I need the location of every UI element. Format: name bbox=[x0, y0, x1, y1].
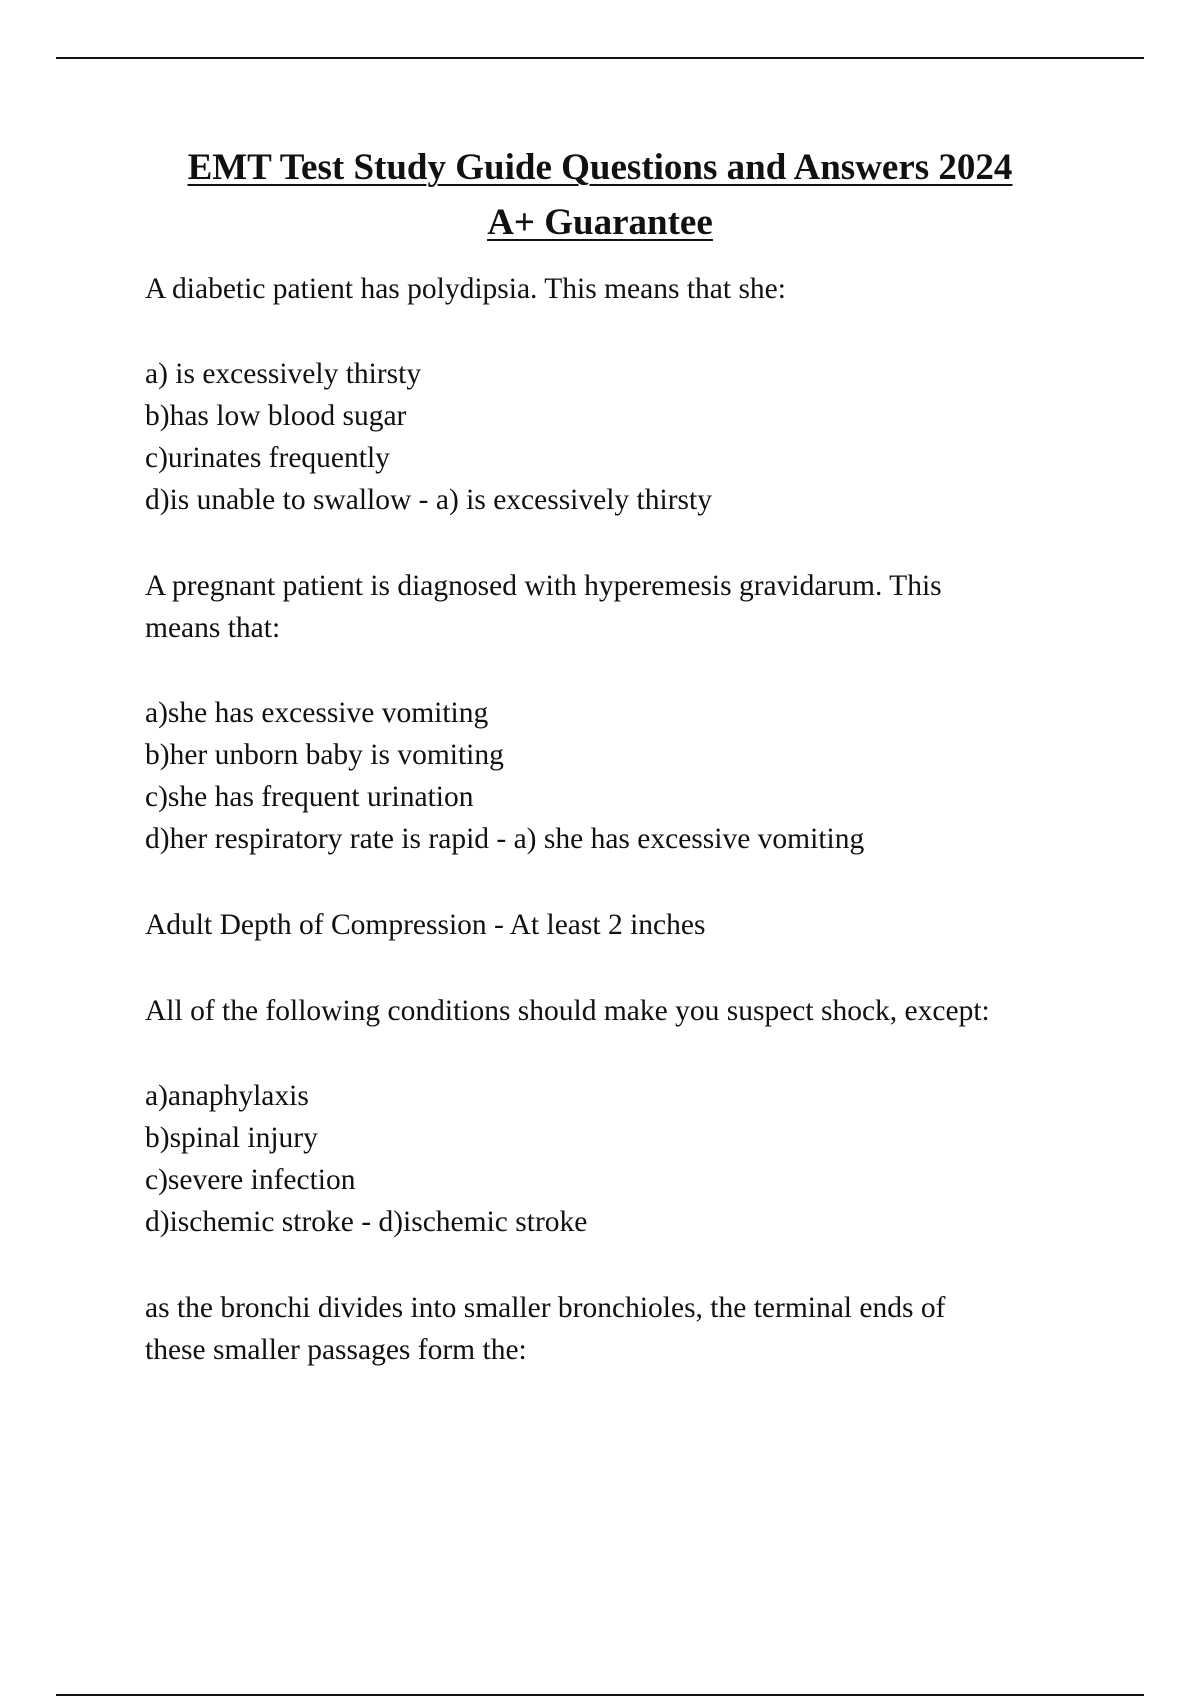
top-rule bbox=[56, 57, 1144, 59]
question-text: A diabetic patient has polydipsia. This means that she: bbox=[145, 273, 786, 305]
option-d-with-answer: d)ischemic stroke - d)ischemic stroke bbox=[145, 1206, 588, 1238]
statement-compression-depth: Adult Depth of Compression - At least 2 inches bbox=[145, 909, 706, 941]
question-line-2: means that: bbox=[145, 612, 281, 644]
question-line-1: as the bronchi divides into smaller bronchioles, the terminal ends of bbox=[145, 1292, 946, 1324]
option-c: c)urinates frequently bbox=[145, 442, 390, 474]
option-d-with-answer: d)is unable to swallow - a) is excessively thirsty bbox=[145, 484, 712, 516]
question-block-2 bbox=[145, 565, 1105, 860]
question-text bbox=[145, 565, 1105, 649]
document-title bbox=[56, 140, 1144, 250]
question-line-1: A pregnant patient is diagnosed with hyperemesis gravidarum. This bbox=[145, 570, 942, 602]
question-text: All of the following conditions should make you suspect shock, except: bbox=[145, 995, 990, 1027]
question-block-4 bbox=[145, 990, 1105, 1243]
option-a: a)anaphylaxis bbox=[145, 1080, 309, 1112]
option-c: c)she has frequent urination bbox=[145, 781, 474, 813]
question-text bbox=[145, 1287, 1105, 1371]
option-b: b)has low blood sugar bbox=[145, 400, 407, 432]
title-line-2 bbox=[56, 195, 1144, 250]
document-body bbox=[145, 268, 1105, 1415]
option-a: a)she has excessive vomiting bbox=[145, 697, 489, 729]
option-b: b)spinal injury bbox=[145, 1122, 318, 1154]
option-d-with-answer: d)her respiratory rate is rapid - a) she has excessive vomiting bbox=[145, 823, 865, 855]
option-c: c)severe infection bbox=[145, 1164, 356, 1196]
question-line-2: these smaller passages form the: bbox=[145, 1334, 527, 1366]
title-line-1 bbox=[56, 140, 1144, 195]
option-b: b)her unborn baby is vomiting bbox=[145, 739, 504, 771]
question-block-5 bbox=[145, 1287, 1105, 1371]
bottom-rule bbox=[56, 1694, 1144, 1696]
option-a: a) is excessively thirsty bbox=[145, 358, 422, 390]
title-line-2-text: A+ Guarantee bbox=[487, 202, 713, 243]
title-line-1-text: EMT Test Study Guide Questions and Answers 2024 bbox=[187, 147, 1013, 188]
question-block-1 bbox=[145, 268, 1105, 521]
